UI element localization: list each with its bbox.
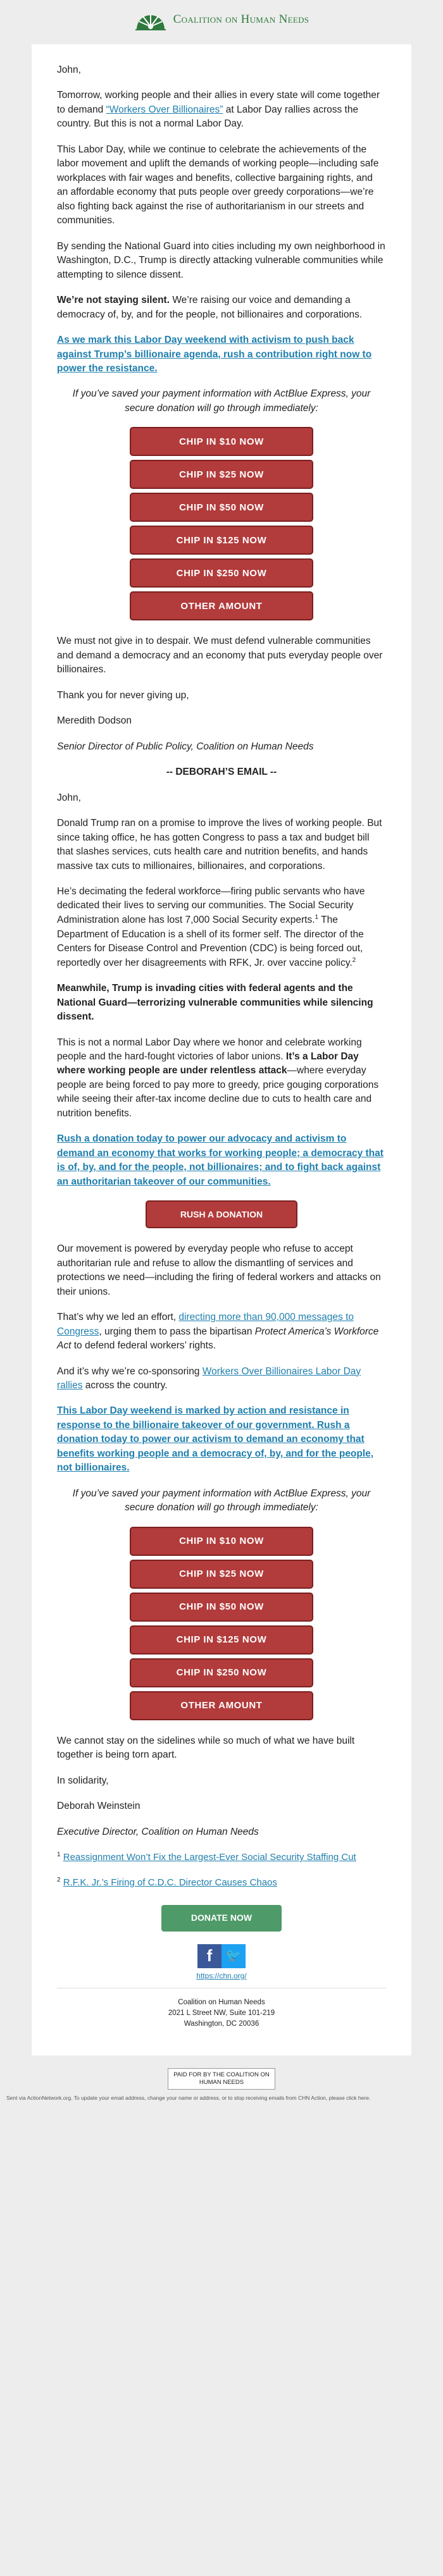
paragraph: We must not give in to despair. We must defend vulnerable communities and demand a democracy and an economy that puts everyday people over billionaires. bbox=[57, 636, 383, 675]
footnote-2-link[interactable]: R.F.K. Jr.’s Firing of C.D.C. Director Causes Chaos bbox=[63, 1877, 277, 1888]
signature-name: Deborah Weinstein bbox=[57, 1801, 140, 1812]
text: That’s why we led an effort, bbox=[57, 1312, 179, 1323]
paragraph bbox=[57, 1365, 386, 1393]
chip-in-buttons bbox=[57, 427, 386, 620]
text: This is not a normal Labor Day where we honor and celebrate working people and the hard-fought victories of labor unions. bbox=[57, 1037, 362, 1062]
other-amount-button[interactable]: OTHER AMOUNT bbox=[130, 1691, 313, 1720]
donate-now-button[interactable]: DONATE NOW bbox=[161, 1905, 282, 1932]
donation-callout-link[interactable]: As we mark this Labor Day weekend with activism to push back against Trump’s billionaire agenda, rush a contribution right now to power the resistance. bbox=[57, 335, 372, 374]
paragraph bbox=[57, 982, 386, 1024]
actblue-note: If you’ve saved your payment information with ActBlue Express, your secure donation will go through immediately: bbox=[72, 1488, 371, 1513]
text: across the country. bbox=[82, 1379, 168, 1391]
website-link bbox=[57, 1971, 386, 1981]
logo-text: Coalition on Human Needs bbox=[173, 13, 309, 26]
footnote-ref-1: 1 bbox=[315, 913, 319, 921]
text: at Labor Day rallies across the country. But this is not a normal Labor Day. bbox=[57, 104, 359, 130]
messages-to-congress-link[interactable]: directing more than 90,000 messages to Congress bbox=[57, 1312, 354, 1337]
labor-day-rallies-link[interactable]: Workers Over Billionaires Labor Day rallies bbox=[57, 1365, 361, 1391]
chip-in-250-button[interactable]: CHIP IN $250 NOW bbox=[130, 558, 313, 588]
paragraph: We cannot stay on the sidelines while so much of what we have built together is being torn apart. bbox=[57, 1735, 355, 1761]
actblue-note: If you’ve saved your payment information with ActBlue Express, your secure donation will go through immediately: bbox=[72, 388, 371, 414]
text: , urging them to pass the bipartisan bbox=[99, 1326, 255, 1337]
paragraph: By sending the National Guard into cities including my own neighborhood in Washington, D.C., Trump is directly attacking vulnerable communities while attempting to silence dissent. bbox=[57, 240, 385, 280]
legal-footer: Sent via ActionNetwork.org. To update your email address, change your name or address, or to stop receiving emails from CHN Action, please click here. bbox=[6, 2095, 371, 2102]
footnote-ref-2: 2 bbox=[352, 956, 356, 964]
address-street: 2021 L Street NW, Suite 101-219 bbox=[168, 2009, 275, 2018]
paragraph: This Labor Day, while we continue to celebrate the achievements of the labor movement and uplift the demands of working people—including safe workplaces with fair wages and benefits, collective bargaining rights, and an affordable economy that puts people over greedy corporations—we’re also fighting back against the rise of authoritarianism in our streets and communities. bbox=[57, 144, 379, 226]
signature-name: Meredith Dodson bbox=[57, 715, 132, 727]
rush-donation-button[interactable]: RUSH A DONATION bbox=[146, 1200, 297, 1228]
signature-title: Senior Director of Public Policy, Coalition on Human Needs bbox=[57, 741, 314, 752]
chip-in-50-button[interactable]: CHIP IN $50 NOW bbox=[130, 1593, 313, 1622]
text: He’s decimating the federal workforce—firing public servants who have dedicated their lives to serving our communities. The Social Security Administration alone has lost 7,000 Social Security experts. bbox=[57, 886, 365, 926]
text: And it’s why we’re co-sponsoring bbox=[57, 1365, 203, 1377]
paragraph bbox=[57, 293, 386, 322]
text: Tomorrow, working people and their allies in every state will come together to demand bbox=[57, 90, 380, 115]
italic-text: Protect America’s Workforce Act bbox=[57, 1326, 379, 1352]
facebook-icon[interactable]: f bbox=[197, 1944, 222, 1968]
paragraph bbox=[57, 1310, 386, 1353]
chip-in-125-button[interactable]: CHIP IN $125 NOW bbox=[130, 1625, 313, 1655]
footnote-2 bbox=[57, 1876, 386, 1890]
paragraph: In solidarity, bbox=[57, 1775, 109, 1786]
text: —where everyday people are being forced to pay more to greedy, price gouging corporations while seeing their after-tax income decline due to cuts to health care and nutrition benefits. bbox=[57, 1065, 379, 1119]
footnote-1-link[interactable]: Reassignment Won’t Fix the Largest-Ever Social Security Staffing Cut bbox=[63, 1852, 356, 1863]
workers-over-billionaires-link[interactable]: “Workers Over Billionaires” bbox=[106, 104, 223, 115]
paragraph: Donald Trump ran on a promise to improve the lives of working people. But since taking office, he has gotten Congress to pass a tax and budget bill that slashes services, cuts health care and nutrition benefits, and hands massive tax cuts to millionaires, billionaires, and corporations. bbox=[57, 818, 382, 872]
donation-callout-link[interactable]: Rush a donation today to power our advocacy and activism to demand an economy that works for working people; a democracy that is of, by, and for the people, not billionaires; and to fight back against an authoritarian takeover of our communities. bbox=[57, 1133, 384, 1187]
donation-callout-link[interactable]: This Labor Day weekend is marked by action and resistance in response to the billionaire takeover of our government. Rush a donation today to power our activism to demand an economy that benefits working people and a democracy of, by, and for the people, not billionaires. bbox=[57, 1405, 374, 1474]
text: We’re raising our voice and demanding a democracy of, by, and for the people, not billionaires and corporations. bbox=[57, 295, 363, 320]
twitter-icon[interactable]: 🐦 bbox=[222, 1944, 246, 1968]
paid-for-disclaimer: PAID FOR BY THE COALITION ON HUMAN NEEDS bbox=[168, 2068, 275, 2090]
mailing-address bbox=[57, 1997, 386, 2030]
greeting: John, bbox=[57, 65, 81, 75]
bold-text: We’re not staying silent. bbox=[57, 295, 170, 306]
text: The Department of Education is a shell of its former self. The director of the Centers for Disease Control and Prevention (CDC) is being forced out, reportedly over her disagreements with RFK, Jr. over vaccine policy. bbox=[57, 915, 364, 968]
email-body bbox=[32, 44, 411, 2055]
paragraph bbox=[57, 885, 386, 970]
paragraph bbox=[57, 89, 386, 131]
bold-text: Meanwhile, Trump is invading cities with federal agents and the National Guard—terrorizing vulnerable communities while silencing dissent. bbox=[57, 983, 373, 1023]
chip-in-buttons bbox=[57, 1527, 386, 1720]
chip-in-25-button[interactable]: CHIP IN $25 NOW bbox=[130, 460, 313, 489]
chip-in-250-button[interactable]: CHIP IN $250 NOW bbox=[130, 1658, 313, 1687]
paragraph: Thank you for never giving up, bbox=[57, 689, 189, 701]
chip-in-10-button[interactable]: CHIP IN $10 NOW bbox=[130, 1527, 313, 1556]
chip-in-25-button[interactable]: CHIP IN $25 NOW bbox=[130, 1560, 313, 1589]
email-header bbox=[0, 0, 443, 39]
footnote-1 bbox=[57, 1851, 386, 1864]
chip-in-125-button[interactable]: CHIP IN $125 NOW bbox=[130, 526, 313, 555]
greeting: John, bbox=[57, 792, 81, 803]
address-city: Washington, DC 20036 bbox=[184, 2020, 259, 2028]
coalition-logo-icon bbox=[134, 8, 167, 32]
signature-title: Executive Director, Coalition on Human Needs bbox=[57, 1826, 259, 1837]
chip-in-10-button[interactable]: CHIP IN $10 NOW bbox=[130, 427, 313, 456]
other-amount-button[interactable]: OTHER AMOUNT bbox=[130, 591, 313, 620]
address-name: Coalition on Human Needs bbox=[178, 1998, 265, 2006]
text: to defend federal workers’ rights. bbox=[71, 1340, 216, 1352]
chip-in-50-button[interactable]: CHIP IN $50 NOW bbox=[130, 493, 313, 522]
paragraph bbox=[57, 1036, 386, 1121]
bold-text: It’s a Labor Day where working people are under relentless attack bbox=[57, 1051, 359, 1076]
footnote-number: 1 bbox=[57, 1851, 61, 1859]
social-links bbox=[57, 1944, 386, 1968]
chn-site-link[interactable]: https://chn.org/ bbox=[196, 1971, 247, 1980]
email-separator: -- DEBORAH’S EMAIL -- bbox=[166, 767, 277, 778]
footnote-number: 2 bbox=[57, 1876, 61, 1883]
paragraph: Our movement is powered by everyday people who refuse to accept authoritarian rule and refuse to allow the dismantling of services and protections we need—including the firing of federal workers and attacks on their unions. bbox=[57, 1243, 381, 1297]
